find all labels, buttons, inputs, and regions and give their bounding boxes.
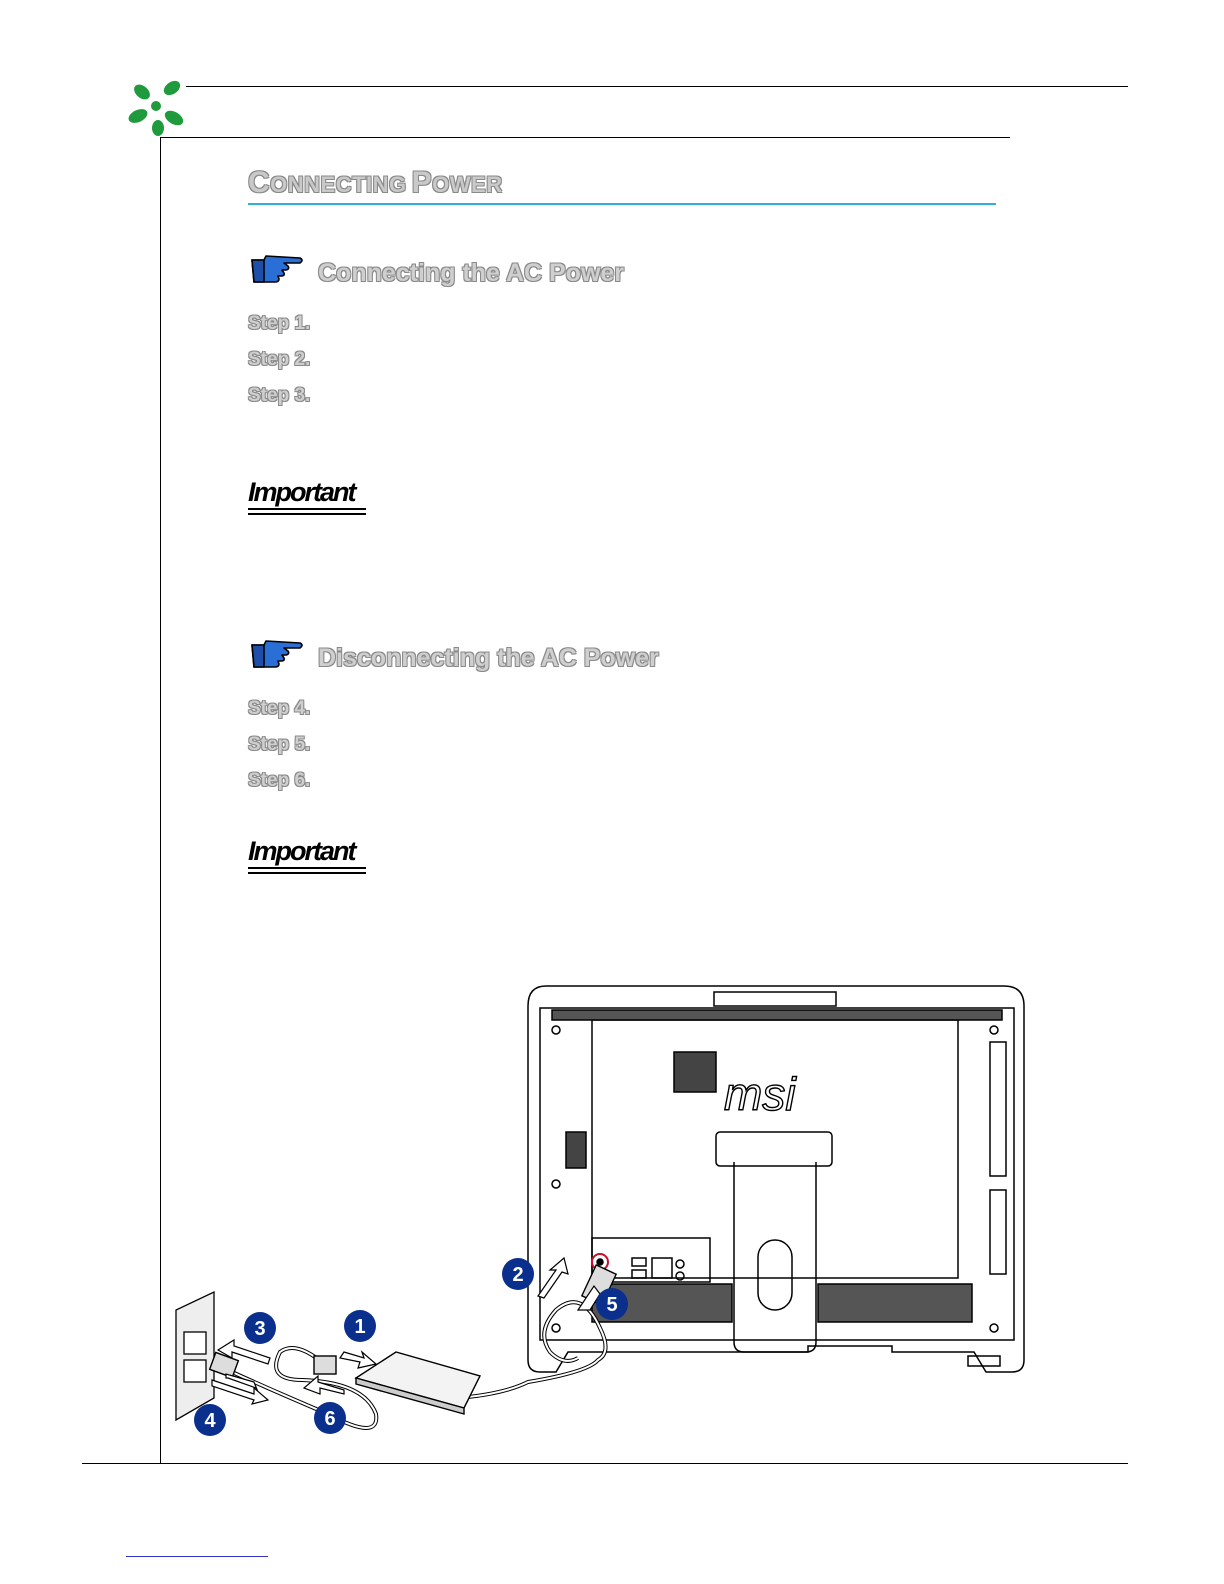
header-rule	[186, 86, 1128, 87]
pointing-hand-icon	[250, 637, 304, 669]
callout-6: 6	[324, 1408, 336, 1430]
clover-logo-icon	[122, 78, 190, 136]
msi-brand-mark: msi	[724, 1068, 796, 1120]
section-title-underline	[248, 203, 996, 205]
pointing-hand-icon	[250, 252, 304, 284]
step-1: Step 1.	[248, 313, 311, 334]
section-title: CONNECTING POWER	[248, 166, 503, 199]
step-6: Step 6.	[248, 770, 311, 791]
important-label-connecting: Important	[248, 477, 368, 517]
disconnecting-heading: Disconnecting the AC Power	[318, 644, 659, 672]
callout-4: 4	[204, 1410, 216, 1432]
callout-3: 3	[254, 1318, 266, 1340]
step-2: Step 2.	[248, 349, 311, 370]
content-left-rule	[160, 137, 161, 1464]
step-5: Step 5.	[248, 734, 311, 755]
power-connection-illustration	[168, 980, 1030, 1450]
content-top-rule	[160, 137, 1010, 138]
callout-5: 5	[606, 1294, 618, 1316]
callout-markers	[194, 1258, 628, 1436]
important-label-disconnecting: Important	[248, 836, 368, 876]
footer-rule	[82, 1463, 1128, 1464]
callout-1: 1	[354, 1316, 366, 1338]
connecting-heading: Connecting the AC Power	[318, 259, 625, 287]
step-4: Step 4.	[248, 698, 311, 719]
step-3: Step 3.	[248, 385, 311, 406]
footer-link-underline	[126, 1556, 268, 1557]
callout-2: 2	[512, 1264, 524, 1286]
